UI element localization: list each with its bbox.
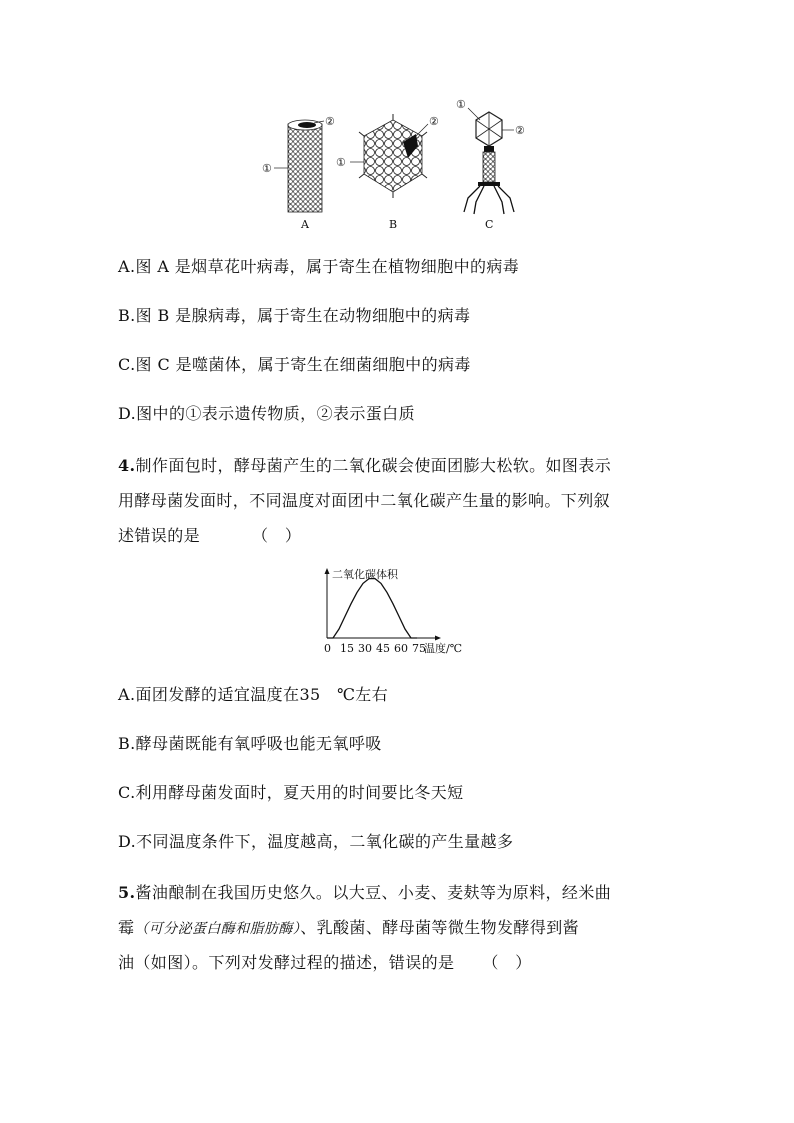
marker-1-a: ① (262, 162, 272, 175)
virus-structure-figure (258, 94, 548, 234)
q4-number: 4. (118, 456, 136, 475)
q4-stem-line3 (118, 523, 301, 546)
q4-answer-paren: （ ） (252, 526, 302, 545)
x-axis-label: 温度/℃ (424, 642, 463, 655)
q5-text2a: 霉 (118, 918, 135, 937)
marker-2-a: ② (325, 115, 335, 128)
marker-1-c: ① (456, 98, 466, 111)
q4-option-a: A.面团发酵的适宜温度在35 ℃左右 (118, 685, 389, 704)
virus-c-illustration (464, 108, 514, 214)
virus-b-illustration (350, 114, 428, 198)
q3-option-d-prefix: D.图中的 (118, 404, 186, 423)
y-axis-arrow (325, 568, 330, 574)
x-tick-label-15: 15 (340, 642, 354, 655)
marker-2-b: ② (429, 115, 439, 128)
q5-line3 (118, 950, 532, 973)
q4-option-b: B.酵母菌既能有氧呼吸也能无氧呼吸 (118, 734, 382, 753)
x-tick-label-75: 75 (412, 642, 426, 655)
marker-1-b: ① (336, 156, 346, 169)
q3-option-b: B.图 B 是腺病毒，属于寄生在动物细胞中的病毒 (118, 306, 471, 325)
q5-line1 (118, 880, 611, 903)
q4-stem-text3: 述错误的是 (118, 526, 201, 545)
q5-text2b: 、乳酸菌、酵母菌等微生物发酵得到酱 (300, 918, 580, 937)
q5-text3: 油（如图）。下列对发酵过程的描述，错误的是 (118, 953, 455, 972)
q4-stem-text1: 制作面包时，酵母菌产生的二氧化碳会使面团膨大松软。如图表示 (135, 456, 612, 475)
marker-2-c: ② (515, 124, 525, 137)
x-tick-label-60: 60 (394, 642, 408, 655)
q5-answer-paren: （ ） (482, 953, 532, 972)
q3-option-a: A.图 A 是烟草花叶病毒，属于寄生在植物细胞中的病毒 (118, 257, 520, 276)
x-tick-label-30: 30 (358, 642, 372, 655)
x-axis-arrow (435, 636, 441, 641)
q4-stem-line2: 用酵母菌发面时，不同温度对面团中二氧化碳产生量的影响。下列叙 (118, 491, 611, 510)
panel-label-b: B (389, 218, 398, 231)
q4-option-c: C.利用酵母菌发面时，夏天用的时间要比冬天短 (118, 783, 464, 802)
q5-text1: 酱油酿制在我国历史悠久。以大豆、小麦、麦麸等为原料，经米曲 (135, 883, 612, 902)
y-axis-label: 二氧化碳体积 (332, 568, 398, 581)
co2-temperature-chart (316, 566, 486, 658)
q3-option-d (118, 401, 415, 424)
panel-label-a: A (301, 218, 309, 231)
q5-text2-small: （可分泌蛋白酶和脂肪酶） (134, 921, 301, 937)
co2-curve (327, 579, 417, 638)
q3-option-d-mid: 表示遗传物质， (201, 404, 317, 423)
panel-label-c: C (485, 218, 494, 231)
q5-number: 5. (118, 883, 136, 902)
q3-option-d-suffix: 表示蛋白质 (332, 404, 415, 423)
q5-line2 (118, 915, 579, 938)
q4-option-d: D.不同温度条件下，温度越高，二氧化碳的产生量越多 (118, 832, 514, 851)
circled-1: ① (185, 404, 202, 423)
circled-2: ② (316, 404, 333, 423)
x-tick-label-45: 45 (376, 642, 390, 655)
q4-stem-line1 (118, 453, 611, 476)
q3-option-c: C.图 C 是噬菌体，属于寄生在细菌细胞中的病毒 (118, 355, 471, 374)
virus-a-illustration (274, 120, 324, 212)
x-tick-label-0: 0 (324, 642, 331, 655)
